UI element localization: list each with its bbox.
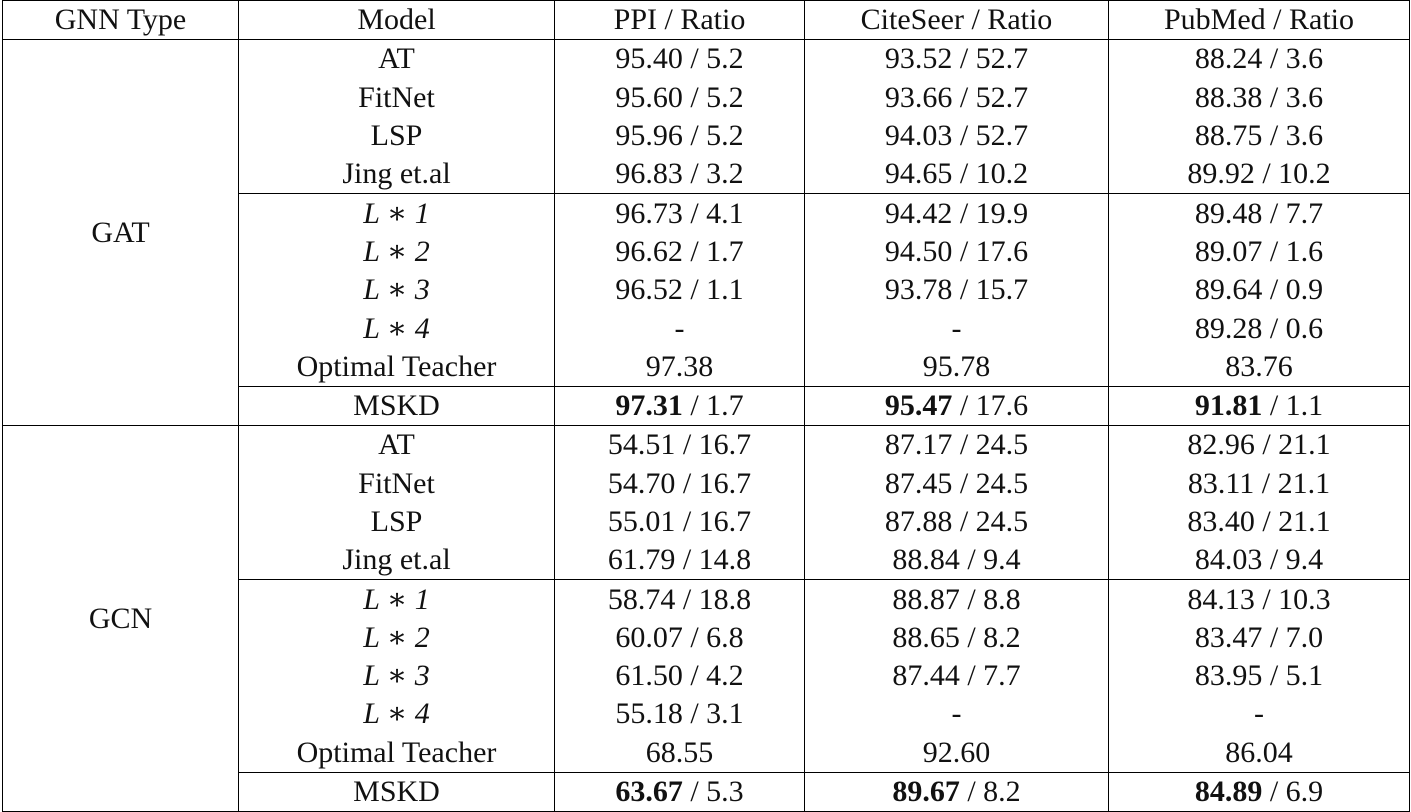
ratio-value: / 5.2 (682, 42, 744, 76)
model-label: L ∗ 1 (363, 582, 430, 616)
score-value: 95.40 (615, 42, 683, 76)
header-row (3, 1, 1410, 40)
ratio-value: / 1.1 (1262, 389, 1324, 423)
value-cell (555, 580, 805, 619)
score-value: - (951, 311, 962, 345)
score-value: 68.55 (645, 735, 714, 769)
value-cell (1109, 465, 1410, 503)
ratio-value: / 4.2 (682, 659, 744, 693)
score-value: 88.65 (892, 620, 960, 654)
model-cell (239, 580, 555, 619)
ratio-value: / 10.3 (1254, 582, 1331, 616)
score-value: 97.38 (645, 349, 714, 383)
ratio-value: / 3.2 (682, 157, 744, 191)
value-cell (1109, 79, 1410, 117)
score-value: 83.40 (1187, 505, 1255, 538)
score-value: 83.76 (1225, 349, 1293, 383)
score-value: 61.50 (615, 659, 683, 693)
value-cell (805, 386, 1109, 425)
ratio-value: / 8.8 (959, 582, 1021, 616)
ratio-value: / 4.1 (682, 196, 744, 230)
value-cell (555, 117, 805, 155)
ratio-value: / 9.4 (1262, 543, 1324, 577)
ratio-value: / 1.6 (1262, 234, 1324, 268)
ratio-value: / 18.8 (675, 582, 752, 616)
model-label: L ∗ 3 (363, 659, 430, 693)
value-cell (555, 619, 805, 657)
score-value: 95.78 (922, 349, 991, 383)
value-cell (805, 233, 1109, 271)
value-cell (555, 309, 805, 347)
score-value: 55.01 (607, 505, 676, 538)
value-cell (1109, 426, 1410, 465)
value-cell (1109, 233, 1410, 271)
model-cell (239, 657, 555, 695)
value-cell (805, 79, 1109, 117)
model-cell (239, 465, 555, 503)
score-value: 84.13 (1187, 582, 1255, 616)
score-value: 84.89 (1194, 775, 1263, 809)
model-cell (239, 426, 555, 465)
value-cell (555, 503, 805, 541)
ratio-value: / 52.7 (952, 80, 1029, 114)
score-value: 95.96 (615, 119, 683, 153)
score-value: - (951, 697, 962, 731)
value-cell (805, 772, 1109, 811)
ratio-value: / 9.4 (959, 543, 1021, 577)
score-value: 89.07 (1194, 234, 1263, 268)
model-cell (239, 155, 555, 194)
model-label: L ∗ 2 (363, 234, 430, 268)
score-value: 89.48 (1194, 196, 1263, 230)
value-cell (1109, 503, 1410, 541)
score-value: 89.28 (1194, 311, 1263, 345)
model-cell (239, 309, 555, 347)
model-label: AT (378, 42, 415, 76)
ratio-value: / 21.1 (1254, 428, 1331, 462)
value-cell (1109, 117, 1410, 155)
score-value: 93.66 (884, 80, 953, 114)
ratio-value: / 6.9 (1262, 775, 1324, 809)
model-cell (239, 79, 555, 117)
score-value: 87.17 (884, 428, 953, 462)
model-cell (239, 772, 555, 811)
score-value: 94.65 (884, 157, 953, 191)
ratio-value: / 15.7 (952, 273, 1029, 307)
value-cell (1109, 580, 1410, 619)
score-value: 61.79 (607, 543, 676, 577)
model-label: Optimal Teacher (296, 735, 497, 769)
ratio-value: / 16.7 (675, 505, 752, 538)
score-value: 91.81 (1194, 389, 1263, 423)
ratio-value: / 8.2 (959, 775, 1021, 809)
model-label: LSP (370, 119, 423, 153)
score-value: 94.42 (884, 196, 953, 230)
score-value: 94.50 (884, 234, 953, 268)
value-cell (805, 40, 1109, 79)
score-value: 83.95 (1194, 659, 1263, 693)
ratio-value: / 24.5 (952, 428, 1029, 462)
value-cell (555, 386, 805, 425)
ratio-value: / 3.6 (1262, 42, 1324, 76)
score-value: 55.18 (615, 697, 683, 731)
value-cell (805, 426, 1109, 465)
header-gnn-type: GNN Type (3, 1, 239, 40)
score-value: 88.75 (1194, 119, 1263, 153)
value-cell (805, 271, 1109, 309)
score-value: 96.52 (615, 273, 683, 307)
ratio-value: / 7.7 (959, 659, 1021, 693)
model-cell (239, 503, 555, 541)
model-label: MSKD (353, 775, 440, 809)
header-ppi: PPI / Ratio (555, 1, 805, 40)
value-cell (805, 194, 1109, 233)
value-cell (555, 348, 805, 387)
ratio-value: / 0.6 (1262, 311, 1324, 345)
model-label: AT (378, 428, 415, 462)
ratio-value: / 3.6 (1262, 119, 1324, 153)
model-label: LSP (370, 505, 423, 538)
value-cell (805, 117, 1109, 155)
ratio-value: / 10.2 (952, 157, 1029, 191)
ratio-value: / 16.7 (675, 466, 752, 500)
score-value: 96.83 (615, 157, 683, 191)
score-value: 87.88 (884, 505, 953, 538)
value-cell (805, 155, 1109, 194)
value-cell (555, 194, 805, 233)
ratio-value: / 10.2 (1254, 157, 1331, 191)
ratio-value: / 24.5 (952, 466, 1029, 500)
model-cell (239, 619, 555, 657)
header-citeseer: CiteSeer / Ratio (805, 1, 1109, 40)
model-label: FitNet (358, 466, 435, 500)
ratio-value: / 3.6 (1262, 80, 1324, 114)
score-value: 96.73 (615, 196, 683, 230)
value-cell (555, 155, 805, 194)
ratio-value: / 14.8 (675, 543, 752, 577)
ratio-value: / 5.3 (682, 775, 744, 809)
value-cell (555, 465, 805, 503)
ratio-value: / 6.8 (682, 620, 744, 654)
score-value: 82.96 (1187, 428, 1255, 462)
score-value: 93.78 (884, 273, 953, 307)
value-cell (805, 503, 1109, 541)
value-cell (1109, 772, 1410, 811)
value-cell (555, 541, 805, 580)
model-cell (239, 194, 555, 233)
score-value: 54.51 (607, 428, 676, 462)
value-cell (555, 40, 805, 79)
value-cell (1109, 309, 1410, 347)
model-cell (239, 695, 555, 733)
model-label: Jing et.al (342, 157, 451, 191)
value-cell (555, 79, 805, 117)
results-table (2, 0, 1410, 812)
score-value: 93.52 (884, 42, 953, 76)
score-value: 88.24 (1194, 42, 1263, 76)
score-value: 94.03 (884, 119, 953, 153)
value-cell (555, 734, 805, 773)
ratio-value: / 16.7 (675, 428, 752, 462)
model-label: MSKD (353, 389, 440, 423)
value-cell (805, 580, 1109, 619)
ratio-value: / 5.1 (1262, 659, 1324, 693)
gnn-type-cell: GAT (3, 40, 239, 426)
model-label: L ∗ 4 (363, 697, 430, 731)
model-cell (239, 117, 555, 155)
value-cell (1109, 155, 1410, 194)
score-value: 89.64 (1194, 273, 1263, 307)
score-value: 88.84 (892, 543, 960, 577)
header-pubmed: PubMed / Ratio (1109, 1, 1410, 40)
ratio-value: / 17.6 (952, 234, 1029, 268)
value-cell (1109, 40, 1410, 79)
model-cell (239, 40, 555, 79)
value-cell (805, 309, 1109, 347)
value-cell (555, 695, 805, 733)
score-value: 87.44 (892, 659, 960, 693)
model-label: L ∗ 4 (363, 311, 430, 345)
model-cell (239, 271, 555, 309)
value-cell (1109, 657, 1410, 695)
model-cell (239, 233, 555, 271)
score-value: 58.74 (607, 582, 676, 616)
ratio-value: / 24.5 (952, 505, 1029, 538)
header-model: Model (239, 1, 555, 40)
value-cell (1109, 194, 1410, 233)
value-cell (805, 695, 1109, 733)
ratio-value: / 1.7 (682, 234, 744, 268)
value-cell (555, 772, 805, 811)
model-label: Optimal Teacher (296, 349, 497, 383)
score-value: 87.45 (884, 466, 953, 500)
value-cell (1109, 541, 1410, 580)
score-value: 60.07 (615, 620, 683, 654)
model-cell (239, 541, 555, 580)
ratio-value: / 21.1 (1254, 505, 1331, 538)
value-cell (1109, 348, 1410, 387)
score-value: 89.92 (1187, 157, 1255, 191)
ratio-value: / 8.2 (959, 620, 1021, 654)
score-value: 88.87 (892, 582, 960, 616)
score-value: 95.60 (615, 80, 683, 114)
score-value: 83.47 (1194, 620, 1263, 654)
value-cell (805, 541, 1109, 580)
model-cell (239, 734, 555, 773)
ratio-value: / 21.1 (1254, 466, 1331, 500)
value-cell (1109, 386, 1410, 425)
score-value: 88.38 (1194, 80, 1263, 114)
value-cell (1109, 734, 1410, 773)
value-cell (555, 271, 805, 309)
value-cell (1109, 695, 1410, 733)
model-label: FitNet (358, 80, 435, 114)
gnn-type-cell: GCN (3, 426, 239, 812)
ratio-value: / 19.9 (952, 196, 1029, 230)
ratio-value: / 1.1 (682, 273, 744, 307)
model-label: L ∗ 1 (363, 196, 430, 230)
ratio-value: / 52.7 (952, 42, 1029, 76)
value-cell (555, 233, 805, 271)
model-cell (239, 386, 555, 425)
ratio-value: / 5.2 (682, 80, 744, 114)
value-cell (805, 619, 1109, 657)
table-row (3, 426, 1410, 465)
value-cell (805, 465, 1109, 503)
ratio-value: / 3.1 (682, 697, 744, 731)
ratio-value: / 0.9 (1262, 273, 1324, 307)
ratio-value: / 7.7 (1262, 196, 1324, 230)
value-cell (1109, 619, 1410, 657)
ratio-value: / 1.7 (682, 389, 744, 423)
value-cell (555, 426, 805, 465)
value-cell (805, 348, 1109, 387)
score-value: 97.31 (615, 389, 683, 423)
score-value: 86.04 (1225, 735, 1293, 769)
ratio-value: / 7.0 (1262, 620, 1324, 654)
score-value: 96.62 (615, 234, 683, 268)
model-cell (239, 348, 555, 387)
model-label: Jing et.al (342, 543, 451, 577)
score-value: 95.47 (884, 389, 953, 423)
score-value: 84.03 (1194, 543, 1263, 577)
value-cell (555, 657, 805, 695)
value-cell (805, 657, 1109, 695)
score-value: 83.11 (1187, 466, 1255, 500)
model-label: L ∗ 2 (363, 620, 430, 654)
ratio-value: / 17.6 (952, 389, 1029, 423)
score-value: - (674, 311, 685, 345)
ratio-value: / 5.2 (682, 119, 744, 153)
table-row (3, 40, 1410, 79)
value-cell (1109, 271, 1410, 309)
score-value: 89.67 (892, 775, 960, 809)
score-value: 92.60 (922, 735, 991, 769)
value-cell (805, 734, 1109, 773)
score-value: 63.67 (615, 775, 683, 809)
score-value: - (1254, 697, 1264, 731)
model-label: L ∗ 3 (363, 273, 430, 307)
ratio-value: / 52.7 (952, 119, 1029, 153)
score-value: 54.70 (607, 466, 676, 500)
